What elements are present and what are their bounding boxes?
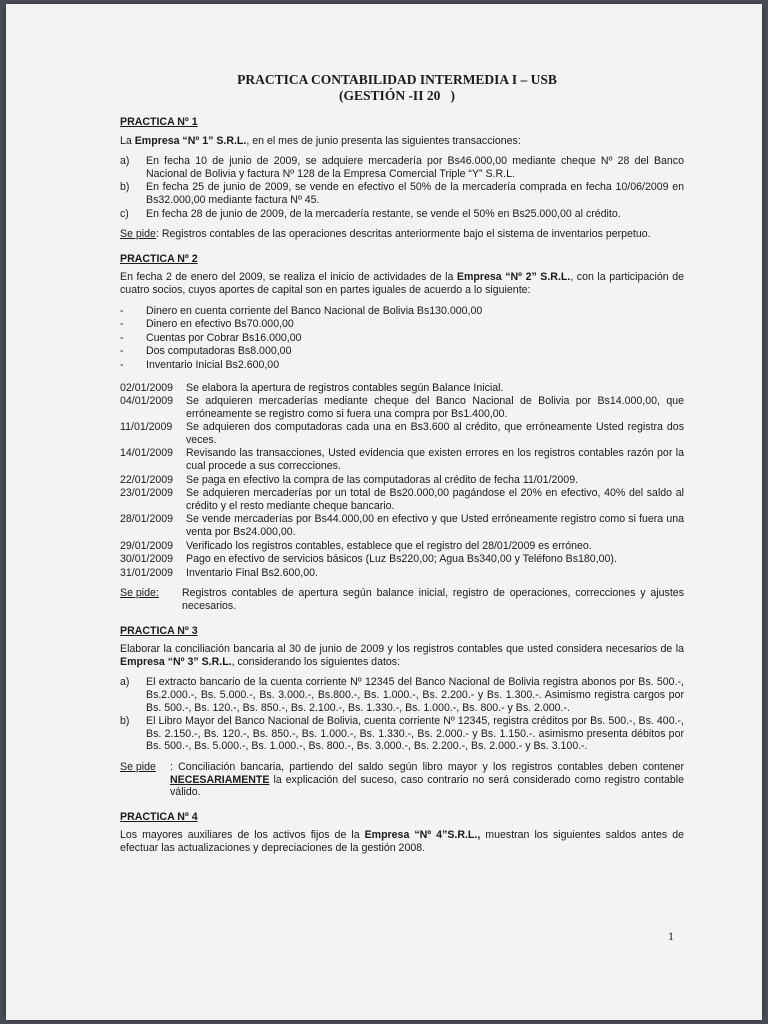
company-name: Empresa “Nº 3” S.R.L. (120, 655, 232, 668)
item-label: b) (120, 181, 130, 194)
entry-text: Inventario Final Bs2.600,00. (186, 566, 318, 579)
item-text: El extracto bancario de la cuenta corriente Nº 12345 del Banco Nacional de Bolivia registra abonos por Bs. 500.-, Bs.2.000.-, Bs. 5.000.-, Bs. 3.000.-, Bs.800.-, Bs. 1.000.-, Bs. 2.200.- y Bs. 1.300.-. Asimismo registra cargos por Bs. 500.-, Bs. 120.-, Bs. 850.-, Bs. 2.100.-, Bs. 1.330.-, Bs. 1.000.-, Bs. 800.- y Bs. 2.000.-. (146, 676, 684, 714)
journal-entry (120, 540, 684, 553)
item-text: En fecha 28 de junio de 2009, de la mercadería restante, se vende el 50% en Bs25.000,00 al crédito. (146, 207, 621, 220)
intro-text: , con la participación de cuatro socios, cuyos aportes de capital son en partes iguales de acuerdo a lo siguiente: (120, 271, 684, 296)
intro-text: Los mayores auxiliares de los activos fijos de la (120, 829, 365, 842)
entry-text: Se elabora la apertura de registros contables según Balance Inicial. (186, 381, 504, 394)
journal-entry (120, 553, 684, 566)
intro-text: Elaborar la conciliación bancaria al 30 de junio de 2009 y los registros contables que usted considera necesarios de la (120, 643, 684, 656)
item-text: Dinero en efectivo Bs70.000,00 (146, 318, 294, 331)
journal-entry (120, 567, 684, 580)
entry-text: Se adquieren mercaderías por un total de Bs20.000,00 pagándose el 20% en efectivo, 40% del saldo al crédito y el resto mediante cheque bancario. (186, 487, 684, 512)
journal-entry (120, 421, 684, 446)
list-item (120, 318, 684, 331)
capital-contributions-list (120, 305, 684, 372)
title-line-1: PRACTICA CONTABILIDAD INTERMEDIA I – USB (237, 72, 557, 87)
emphasis-text: NECESARIAMENTE (170, 773, 270, 786)
title-line-2: (GESTIÓN -II 20 (339, 88, 441, 103)
list-item (120, 181, 684, 206)
journal-entries-list (120, 382, 684, 613)
list-item (120, 676, 684, 714)
practica-3-requirement (120, 761, 684, 799)
paper-sheet (6, 4, 762, 1020)
list-item (120, 155, 684, 180)
entry-date: 28/01/2009 (120, 513, 174, 526)
list-item (120, 305, 684, 318)
entry-text: Revisando las transacciones, Usted evidencia que existen errores en los registros contables razón por la cual procede a sus correcciones. (186, 447, 684, 473)
practica-4-intro (120, 829, 684, 854)
section-heading-practica-4: PRACTICA Nº 4 (120, 810, 198, 823)
item-label: b) (120, 715, 130, 728)
journal-entry (120, 513, 684, 538)
entry-text: Se adquieren dos computadoras cada una en Bs3.600 al crédito, que erróneamente Usted registra dos veces. (186, 421, 684, 446)
intro-text: , considerando los siguientes datos: (231, 655, 401, 668)
entry-date: 11/01/2009 (120, 421, 173, 434)
document-page (110, 72, 684, 863)
entry-date: 04/01/2009 (120, 395, 174, 408)
dash-bullet: - (120, 304, 124, 317)
se-pide-text-b: la explicación del suceso, caso contrario no será considerado como registro contable válido. (170, 773, 684, 799)
entry-date: 22/01/2009 (120, 473, 174, 486)
journal-entry (120, 382, 684, 395)
intro-text: La (120, 134, 135, 147)
list-item (120, 359, 684, 372)
practica-2-requirement (120, 587, 684, 612)
list-item (120, 208, 684, 221)
item-label: a) (120, 155, 130, 168)
title-line-2-end: ) (450, 88, 455, 103)
section-heading-practica-2: PRACTICA Nº 2 (120, 252, 198, 265)
company-name: Empresa “Nº 4”S.R.L., (364, 829, 481, 842)
se-pide-text-a: : Conciliación bancaria, partiendo del saldo según libro mayor y los registros contables deben contener (170, 760, 684, 773)
se-pide-text: Registros contables de apertura según balance inicial, registro de operaciones, correcciones y ajustes necesarios. (182, 587, 684, 612)
entry-date: 29/01/2009 (120, 539, 174, 552)
se-pide-label: Se pide (120, 228, 156, 241)
practica-1-intro (120, 135, 684, 148)
entry-date: 14/01/2009 (120, 447, 174, 460)
company-name: Empresa “Nº 1” S.R.L. (134, 134, 247, 147)
list-item (120, 332, 684, 345)
item-text: En fecha 10 de junio de 2009, se adquiere mercadería por Bs46.000,00 mediante cheque Nº 28 del Banco Nacional de Bolivia y factura Nº 128 de la Empresa Comercial Triple “Y” S.R.L. (146, 155, 684, 180)
journal-entry (120, 487, 684, 512)
dash-bullet: - (120, 331, 124, 344)
practica-1-transactions (120, 155, 684, 220)
item-text: Dos computadoras Bs8.000,00 (146, 345, 292, 358)
list-item (120, 715, 684, 753)
intro-text: , en el mes de junio presenta las siguientes transacciones: (246, 134, 521, 147)
entry-date: 30/01/2009 (120, 553, 174, 566)
section-heading-practica-3: PRACTICA Nº 3 (120, 624, 198, 637)
journal-entry (120, 395, 684, 420)
list-item (120, 345, 684, 358)
entry-date: 02/01/2009 (120, 381, 174, 394)
se-pide-text: : Registros contables de las operaciones descritas anteriormente bajo el sistema de inventarios perpetuo. (155, 228, 651, 241)
entry-text: Se vende mercaderías por Bs44.000,00 en efectivo y que Usted erróneamente registro como si fuera una venta por Bs24.000,00. (186, 513, 684, 539)
section-heading-practica-1: PRACTICA Nº 1 (120, 116, 198, 128)
practica-2-intro (120, 271, 684, 296)
item-text: El Libro Mayor del Banco Nacional de Bolivia, cuenta corriente Nº 12345, registra créditos por Bs. 500.-, Bs. 400.-, Bs. 2.150.-, Bs. 120.-, Bs. 850.-, Bs. 1.000.-, Bs. 1.330.-, Bs. 2.000.- y Bs. 1.150.-. asimismo presenta débitos por Bs. 500.-, Bs. 5.000.-, Bs. 1.000.-, Bs. 800.-, Bs. 3.000.-, Bs. 2.200.-, Bs. 2.000.- y Bs. 3.100.-. (146, 715, 684, 753)
intro-text: En fecha 2 de enero del 2009, se realiza el inicio de actividades de la (120, 271, 457, 284)
page-number: 1 (668, 929, 674, 943)
entry-date: 31/01/2009 (120, 566, 174, 579)
item-label: c) (120, 207, 129, 220)
practica-3-intro (120, 643, 684, 668)
journal-entry (120, 447, 684, 472)
practica-1-requirement (120, 228, 684, 241)
entry-text: Verificado los registros contables, establece que el registro del 28/01/2009 es erróneo. (186, 539, 592, 552)
se-pide-text (170, 761, 684, 799)
company-name: Empresa “Nº 2” S.R.L. (456, 271, 571, 284)
se-pide-label: Se pide: (120, 587, 159, 600)
item-label: a) (120, 676, 130, 689)
entry-text: Se paga en efectivo la compra de las computadoras al crédito de fecha 11/01/2009. (186, 473, 579, 486)
entry-text: Se adquieren mercaderías mediante cheque del Banco Nacional de Bolivia por Bs14.000,00, que erróneamente se registro como si fuera una compra por Bs1.400,00. (186, 395, 684, 420)
item-text: Inventario Inicial Bs2.600,00 (146, 358, 280, 371)
dash-bullet: - (120, 318, 124, 331)
dash-bullet: - (120, 345, 124, 358)
item-text: Dinero en cuenta corriente del Banco Nacional de Bolivia Bs130.000,00 (146, 304, 483, 317)
journal-entry (120, 474, 684, 487)
intro-text: muestran los siguientes saldos antes de efectuar las actualizaciones y depreciaciones de la gestión 2008. (120, 829, 684, 854)
se-pide-label: Se pide (120, 760, 156, 773)
item-text: Cuentas por Cobrar Bs16.000,00 (146, 331, 302, 344)
dash-bullet: - (120, 358, 124, 371)
item-text: En fecha 25 de junio de 2009, se vende en efectivo el 50% de la mercadería comprada en fecha 10/06/2009 en Bs32.000,00 mediante factura Nº 45. (146, 181, 684, 206)
document-title (110, 72, 684, 104)
practica-3-data-list (120, 676, 684, 798)
entry-text: Pago en efectivo de servicios básicos (Luz Bs220,00; Agua Bs340,00 y Teléfono Bs180,00). (186, 553, 617, 566)
entry-date: 23/01/2009 (120, 487, 174, 500)
